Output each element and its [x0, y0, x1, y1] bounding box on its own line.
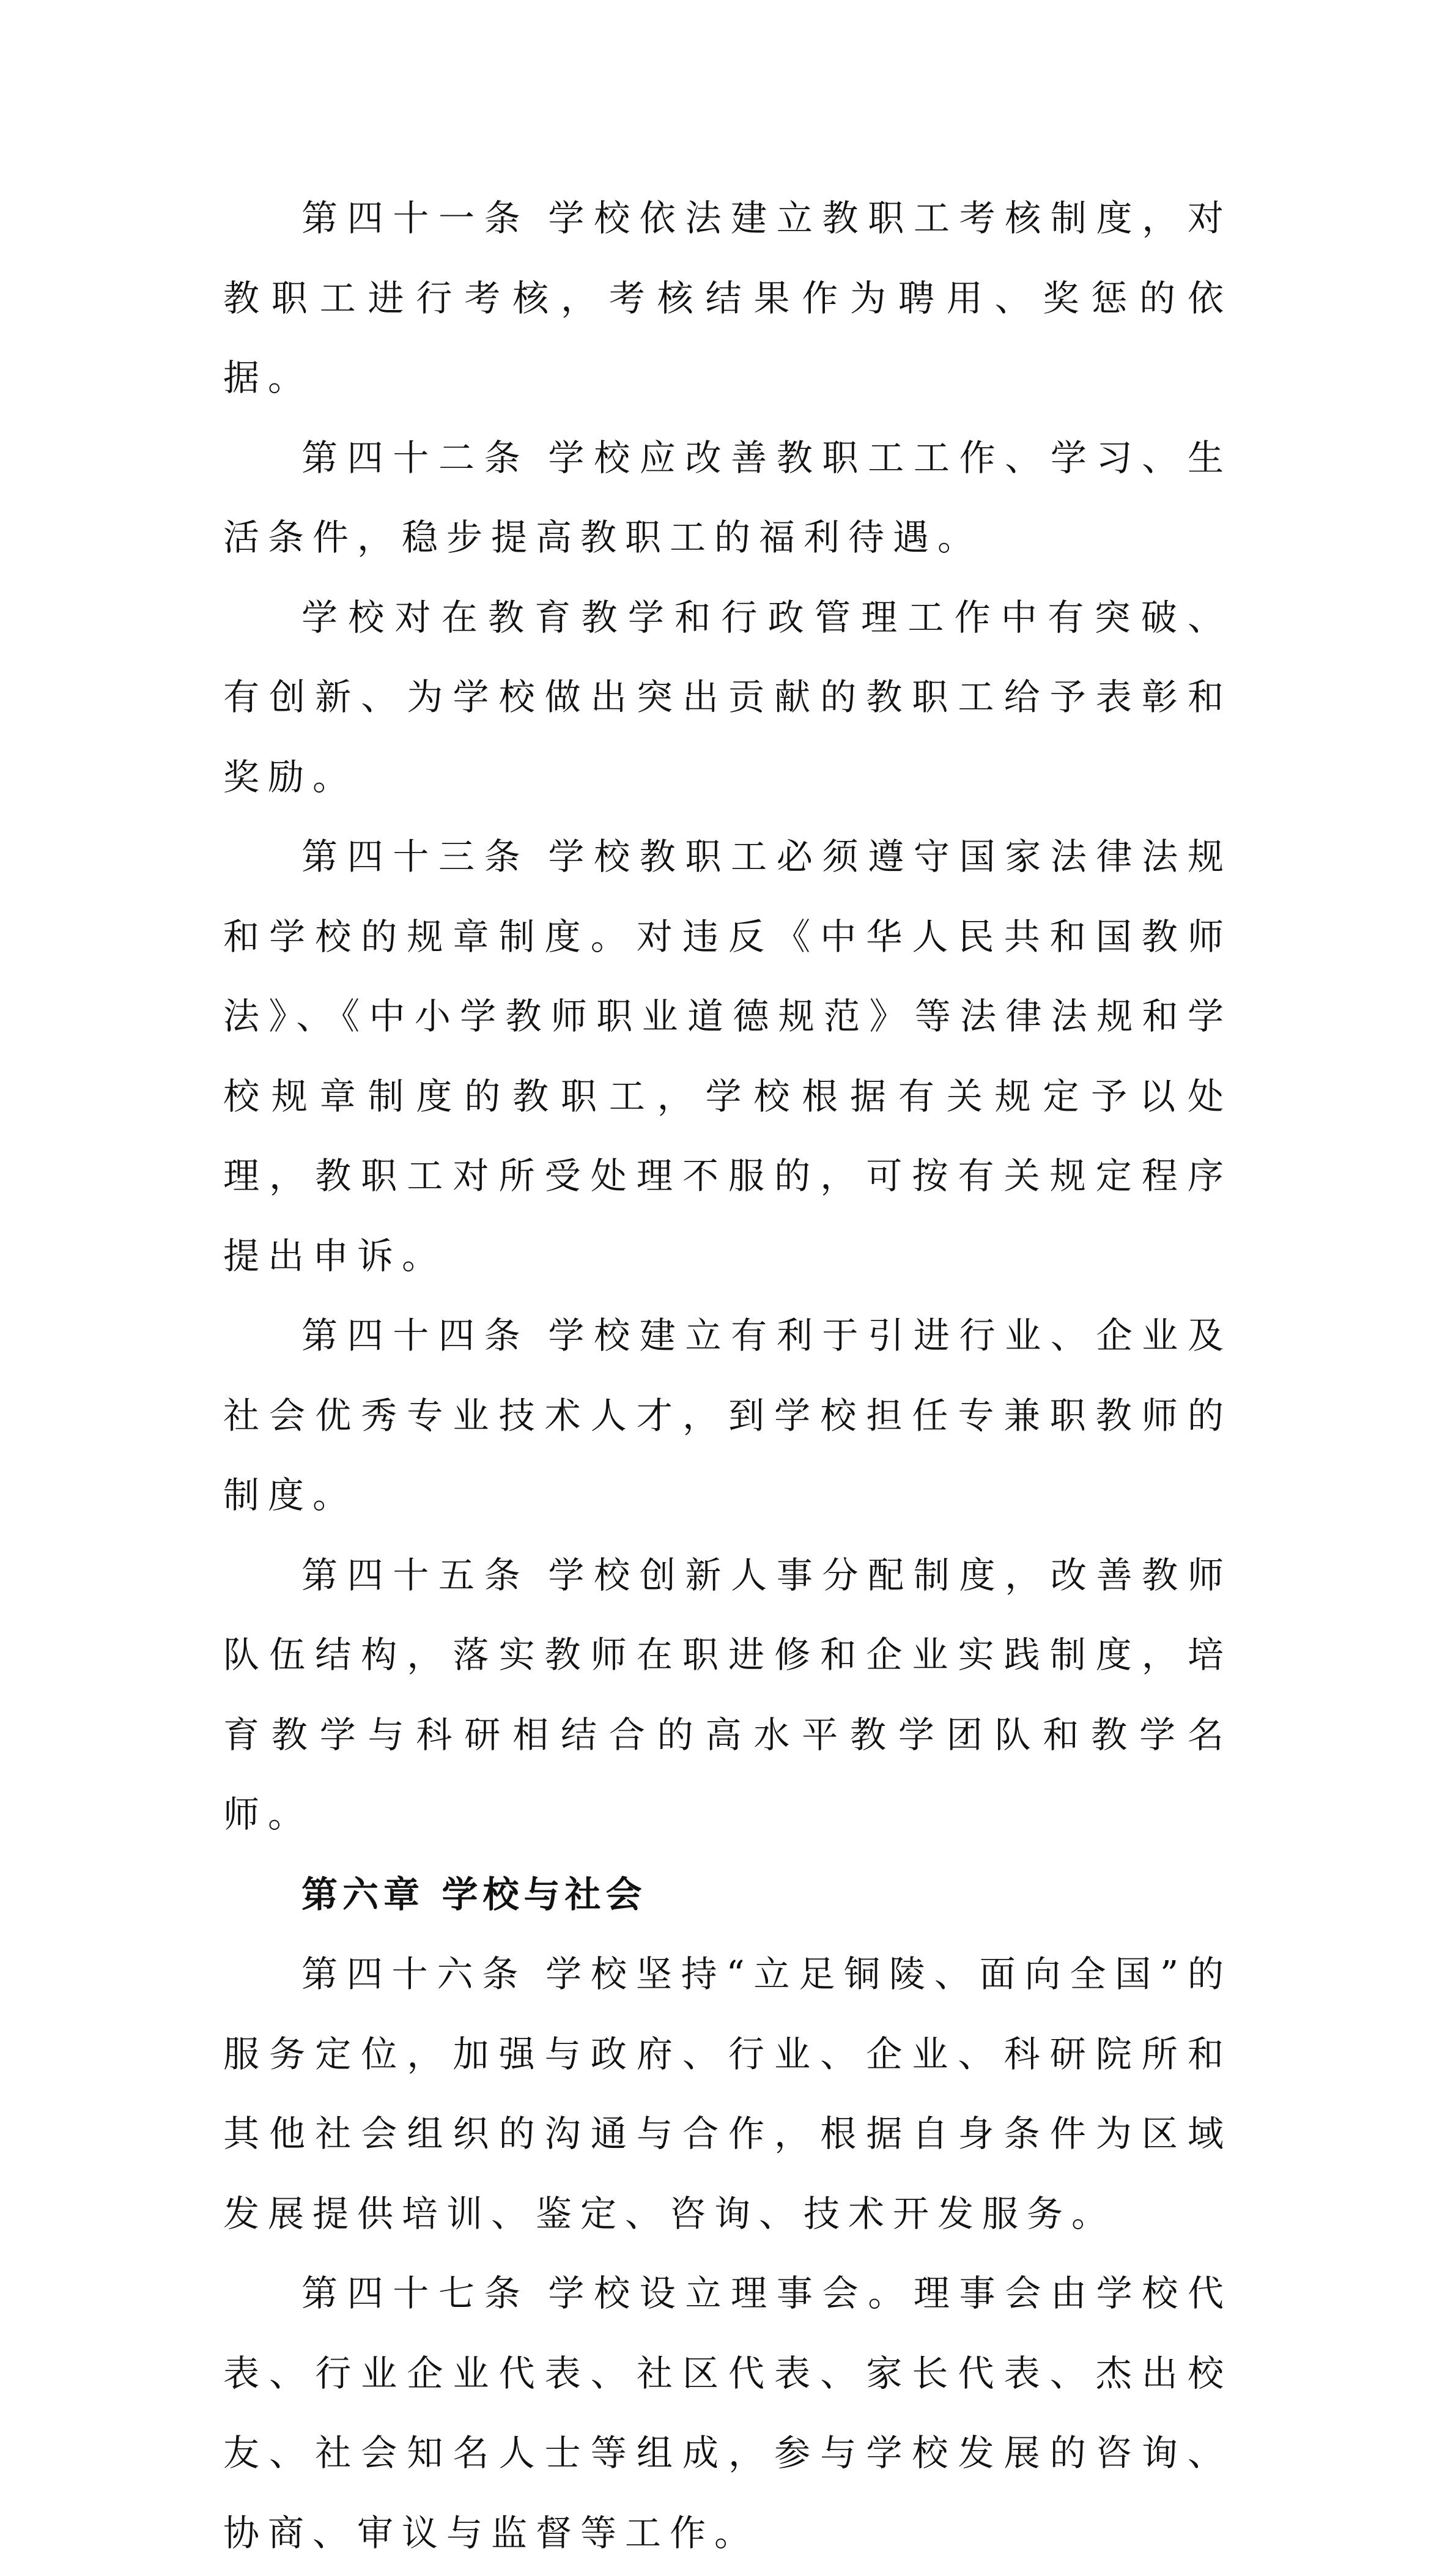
article-text: 学校依法建立教职工考核制度，对教职工进行考核，考核结果作为聘用、奖惩的依据。	[223, 197, 1232, 399]
document-body	[223, 179, 1232, 2573]
article-47	[223, 2254, 1232, 2573]
article-43	[223, 817, 1232, 1296]
article-number: 第四十六条	[301, 1953, 528, 1995]
article-text: 学校坚持“立足铜陵、面向全国”的服务定位，加强与政府、行业、企业、科研院所和其他社会组织的沟通与合作，根据自身条件为区域发展提供培训、鉴定、咨询、技术开发服务。	[223, 1953, 1232, 2235]
article-number: 第四十一条	[301, 197, 530, 239]
article-number: 第四十三条	[301, 835, 530, 878]
article-text: 学校对在教育教学和行政管理工作中有突破、有创新、为学校做出突出贡献的教职工给予表彰和奖励。	[223, 596, 1232, 798]
article-number: 第四十七条	[301, 2272, 530, 2314]
article-45	[223, 1536, 1232, 1855]
article-number: 第四十五条	[301, 1553, 530, 1596]
article-text: 学校教职工必须遵守国家法律法规和学校的规章制度。对违反《中华人民共和国教师法》、《中小学教师职业道德规范》等法律法规和学校规章制度的教职工，学校根据有关规定予以处理，教职工对所受处理不服的，可按有关规定程序提出申诉。	[223, 835, 1232, 1277]
article-42	[223, 418, 1232, 578]
article-text: 学校设立理事会。理事会由学校代表、行业企业代表、社区代表、家长代表、杰出校友、社会知名人士等组成，参与学校发展的咨询、协商、审议与监督等工作。	[223, 2272, 1232, 2554]
article-text: 学校应改善教职工工作、学习、生活条件，稳步提高教职工的福利待遇。	[223, 436, 1232, 558]
article-number: 第四十四条	[301, 1314, 530, 1357]
article-46	[223, 1934, 1232, 2254]
article-41	[223, 179, 1232, 418]
article-42-continuation	[223, 578, 1232, 818]
article-text: 学校建立有利于引进行业、企业及社会优秀专业技术人才，到学校担任专兼职教师的制度。	[223, 1314, 1232, 1516]
article-44	[223, 1296, 1232, 1536]
chapter-heading: 第六章 学校与社会	[301, 1873, 647, 1916]
article-number: 第四十二条	[301, 436, 530, 479]
article-text: 学校创新人事分配制度，改善教师队伍结构，落实教师在职进修和企业实践制度，培育教学与科研相结合的高水平教学团队和教学名师。	[223, 1553, 1232, 1835]
